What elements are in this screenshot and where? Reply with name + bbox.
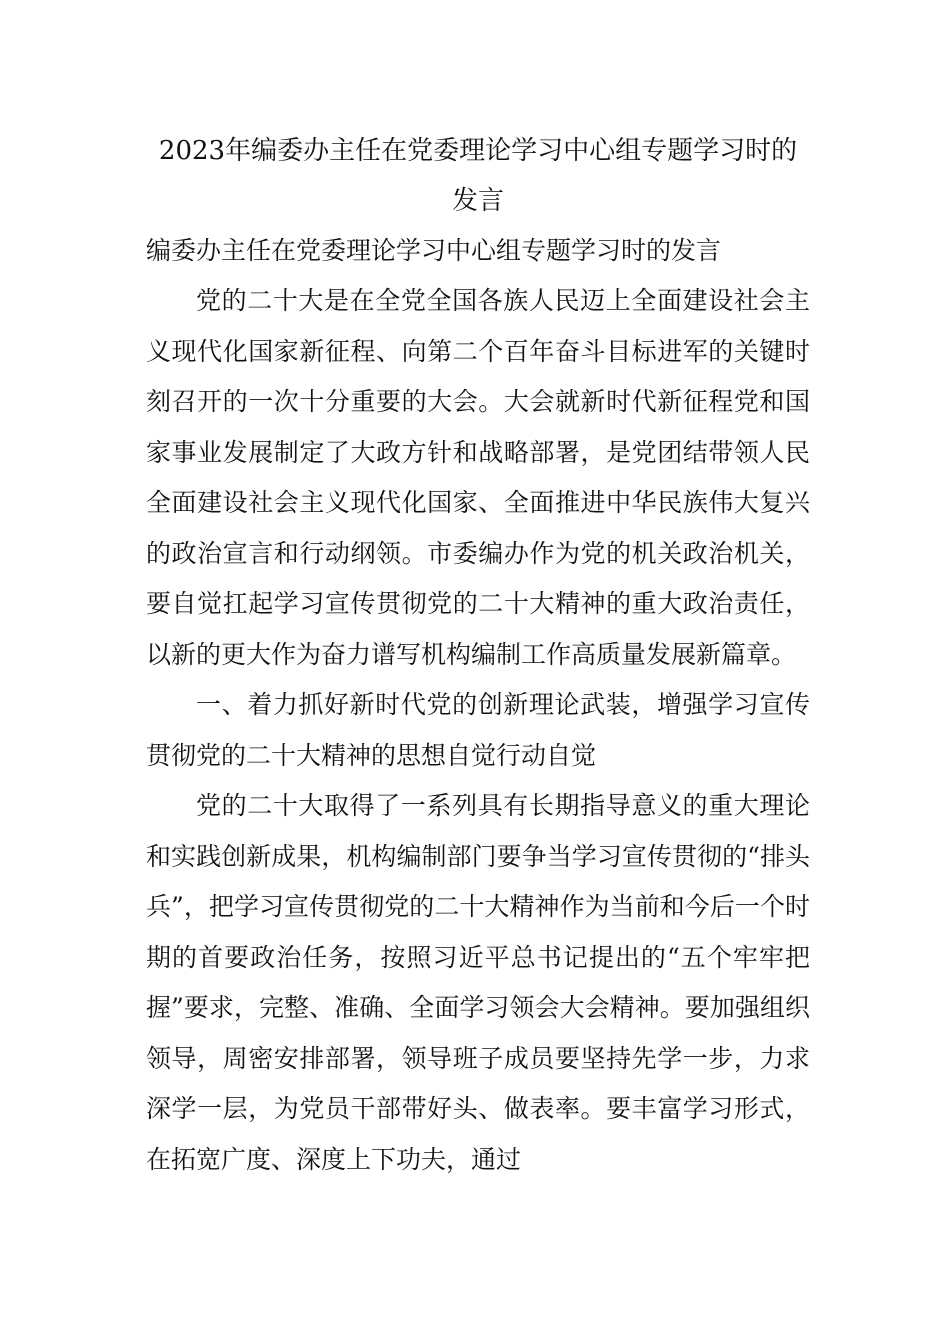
paragraph-intro: 党的二十大是在全党全国各族人民迈上全面建设社会主义现代化国家新征程、向第二个百年奋斗目标进军的关键时刻召开的一次十分重要的大会。大会就新时代新征程党和国家事业发展制定了大政方针和战略部署，是党团结带领人民全面建设社会主义现代化国家、全面推进中华民族伟大复兴的政治宣言和行动纲领。市委编办作为党的机关政治机关，要自觉扛起学习宣传贯彻党的二十大精神的重大政治责任，以新的更大作为奋力谱写机构编制工作高质量发展新篇章。: [146, 286, 810, 669]
document-title: 2023年编委办主任在党委理论学习中心组专题学习时的发言: [158, 136, 798, 216]
section-heading-1: 一、着力抓好新时代党的创新理论武装，增强学习宣传贯彻党的二十大精神的思想自觉行动自觉: [146, 690, 810, 770]
paragraph-section-1: 党的二十大取得了一系列具有长期指导意义的重大理论和实践创新成果，机构编制部门要争当学习宣传贯彻的“排头兵”，把学习宣传贯彻党的二十大精神作为当前和今后一个时期的首要政治任务，按照习近平总书记提出的“五个牢牢把握”要求，完整、准确、全面学习领会大会精神。要加强组织领导，周密安排部署，领导班子成员要坚持先学一步，力求深学一层，为党员干部带好头、做表率。要丰富学习形式，在拓宽广度、深度上下功夫，通过: [146, 791, 810, 1174]
document-subtitle: 编委办主任在党委理论学习中心组专题学习时的发言: [146, 236, 722, 265]
document-body: [146, 126, 810, 1185]
